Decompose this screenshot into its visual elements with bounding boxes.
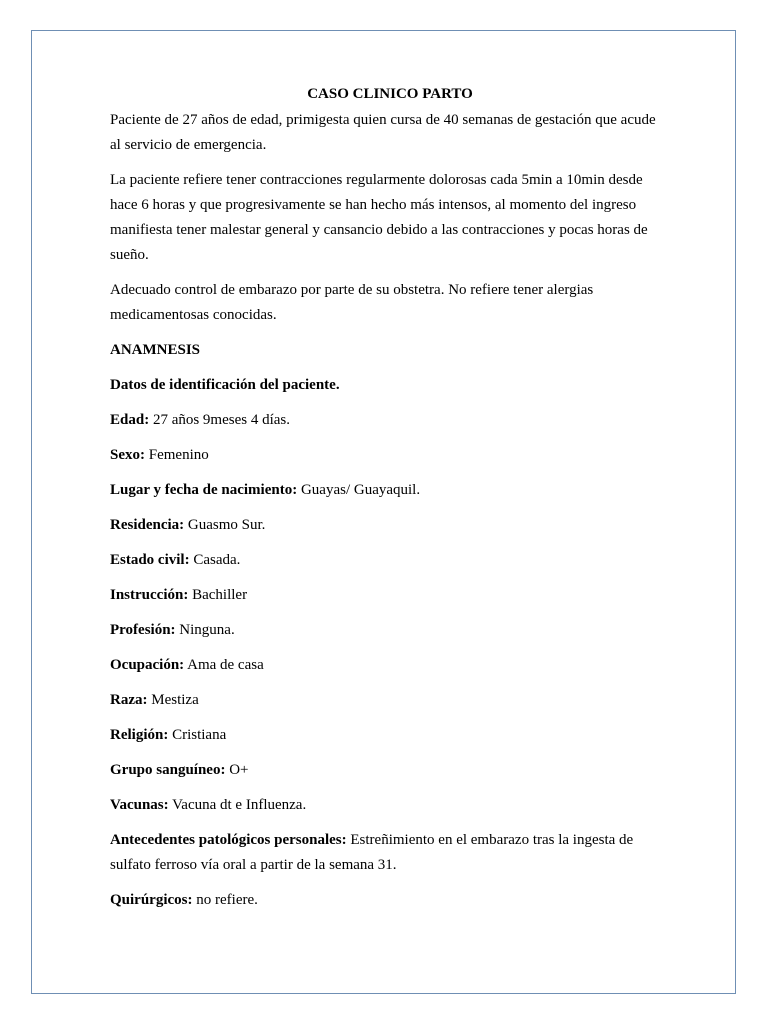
field-label: Religión:: [110, 727, 169, 743]
field-value: Cristiana: [168, 727, 227, 743]
field-value: Ninguna.: [175, 622, 235, 638]
field-label: Ocupación:: [110, 657, 185, 673]
field-quirurgicos: [110, 888, 670, 913]
field-edad: [110, 408, 670, 433]
subheading-patient-identification: Datos de identificación del paciente.: [110, 377, 340, 393]
document-title: CASO CLINICO PARTO: [307, 86, 473, 102]
field-value: Guasmo Sur.: [184, 517, 266, 533]
field-instruccion: [110, 583, 670, 608]
field-value: Mestiza: [147, 692, 199, 708]
field-label: Residencia:: [110, 517, 185, 533]
field-value: Guayas/ Guayaquil.: [297, 482, 421, 498]
field-grupo-sanguineo: [110, 758, 670, 783]
section-heading-anamnesis: ANAMNESIS: [110, 342, 201, 358]
field-value: Femenino: [145, 447, 209, 463]
paragraph-control: Adecuado control de embarazo por parte de su obstetra. No refiere tener alergias medicamentosas conocidas.: [110, 282, 594, 323]
field-label: Lugar y fecha de nacimiento:: [110, 482, 298, 498]
field-label: Profesión:: [110, 622, 176, 638]
field-ocupacion: [110, 653, 670, 678]
field-value: Estreñimiento en el embarazo tras la ingesta de sulfato ferroso vía oral a partir de la semana 31.: [110, 832, 634, 873]
field-lugar-nacimiento: [110, 478, 670, 503]
field-antecedentes-patologicos: [110, 828, 670, 878]
field-label: Antecedentes patológicos personales:: [110, 832, 347, 848]
field-profesion: [110, 618, 670, 643]
field-label: Estado civil:: [110, 552, 190, 568]
field-residencia: [110, 513, 670, 538]
document-body: [110, 84, 670, 923]
paragraph-symptoms: La paciente refiere tener contracciones regularmente dolorosas cada 5min a 10min desde hace 6 horas y que progresivamente se han hecho más intensos, al momento del ingreso manifiesta tener malestar general y cansancio debido a las contracciones y pocas horas de sueño.: [110, 172, 648, 263]
field-value: Bachiller: [188, 587, 248, 603]
field-estado-civil: [110, 548, 670, 573]
field-label: Raza:: [110, 692, 148, 708]
field-label: Vacunas:: [110, 797, 169, 813]
field-value: Ama de casa: [184, 657, 264, 673]
field-value: no refiere.: [192, 892, 258, 908]
field-value: Vacuna dt e Influenza.: [168, 797, 307, 813]
field-religion: [110, 723, 670, 748]
field-raza: [110, 688, 670, 713]
field-label: Instrucción:: [110, 587, 189, 603]
field-label: Sexo:: [110, 447, 145, 463]
field-value: Casada.: [189, 552, 241, 568]
field-vacunas: [110, 793, 670, 818]
field-sexo: [110, 443, 670, 468]
field-value: 27 años 9meses 4 días.: [149, 412, 291, 428]
field-value: O+: [225, 762, 249, 778]
paragraph-presentation: Paciente de 27 años de edad, primigesta quien cursa de 40 semanas de gestación que acude al servicio de emergencia.: [110, 112, 656, 153]
field-label: Grupo sanguíneo:: [110, 762, 226, 778]
field-label: Quirúrgicos:: [110, 892, 193, 908]
field-label: Edad:: [110, 412, 150, 428]
